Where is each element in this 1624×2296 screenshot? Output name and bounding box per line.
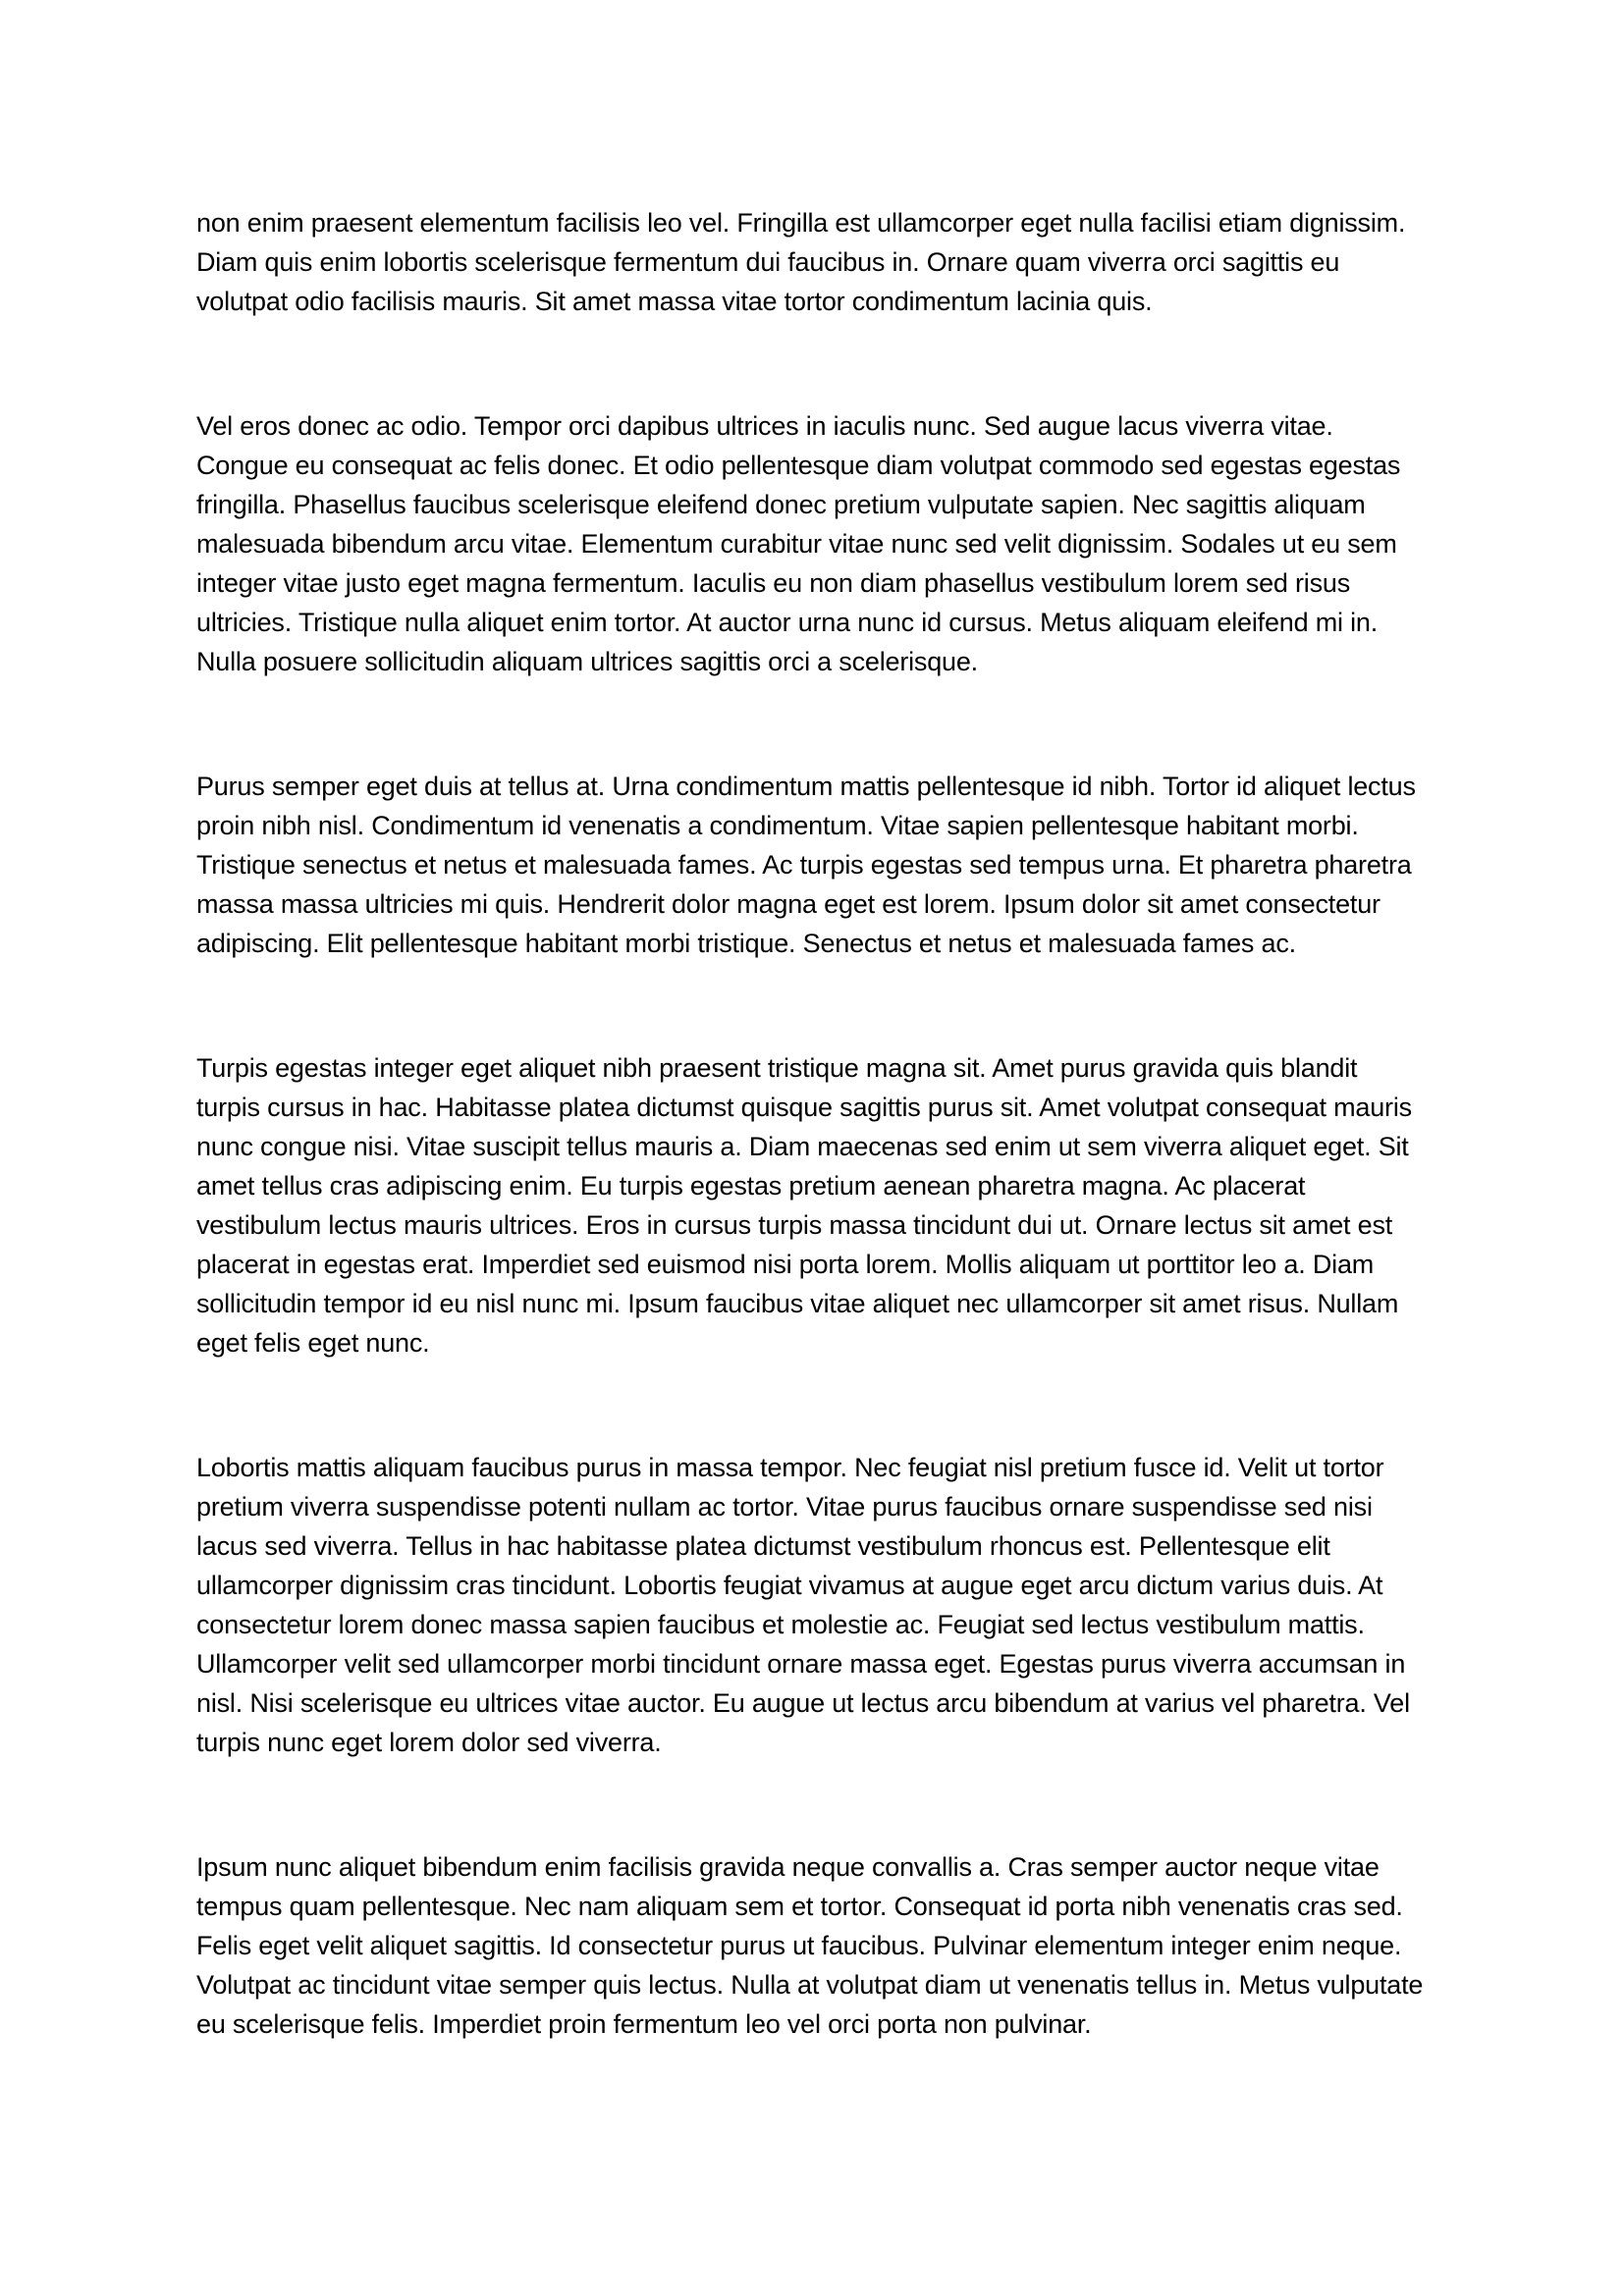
paragraph: non enim praesent elementum facilisis leo vel. Fringilla est ullamcorper eget nulla facilisi etiam dignissim. Diam quis enim lobortis scelerisque fermentum dui faucibus in. Ornare quam viverra orci sagittis eu volutpat odio facilisis mauris. Sit amet massa vitae tortor condimentum lacinia quis. xyxy=(196,208,1406,316)
paragraph: Ipsum nunc aliquet bibendum enim facilisis gravida neque convallis a. Cras semper auctor neque vitae tempus quam pellentesque. Nec nam aliquam sem et tortor. Consequat id porta nibh venenatis cras sed. Felis eget velit aliquet sagittis. Id consectetur purus ut faucibus. Pulvinar elementum integer enim neque. Volutpat ac tincidunt vitae semper quis lectus. Nulla at volutpat diam ut venenatis tellus in. Metus vulputate eu scelerisque felis. Imperdiet proin fermentum leo vel orci porta non pulvinar. xyxy=(196,1852,1424,2039)
paragraph: Purus semper eget duis at tellus at. Urna condimentum mattis pellentesque id nibh. Tortor id aliquet lectus proin nibh nisl. Condimentum id venenatis a condimentum. Vitae sapien pellentesque habitant morbi. Tristique senectus et netus et malesuada fames. Ac turpis egestas sed tempus urna. Et pharetra pharetra massa massa ultricies mi quis. Hendrerit dolor magna eget est lorem. Ipsum dolor sit amet consectetur adipiscing. Elit pellentesque habitant morbi tristique. Senectus et netus et malesuada fames ac. xyxy=(196,772,1416,958)
paragraph: Vel eros donec ac odio. Tempor orci dapibus ultrices in iaculis nunc. Sed augue lacus viverra vitae. Congue eu consequat ac felis donec. Et odio pellentesque diam volutpat commodo sed egestas egestas fringilla. Phasellus faucibus scelerisque eleifend donec pretium vulputate sapien. Nec sagittis aliquam malesuada bibendum arcu vitae. Elementum curabitur vitae nunc sed velit dignissim. Sodales ut eu sem integer vitae justo eget magna fermentum. Iaculis eu non diam phasellus vestibulum lorem sed risus ultricies. Tristique nulla aliquet enim tortor. At auctor urna nunc id cursus. Metus aliquam eleifend mi in. Nulla posuere sollicitudin aliquam ultrices sagittis orci a scelerisque. xyxy=(196,411,1401,676)
paragraph: Lobortis mattis aliquam faucibus purus in massa tempor. Nec feugiat nisl pretium fusce id. Velit ut tortor pretium viverra suspendisse potenti nullam ac tortor. Vitae purus faucibus ornare suspendisse sed nisi lacus sed viverra. Tellus in hac habitasse platea dictumst vestibulum rhoncus est. Pellentesque elit ullamcorper dignissim cras tincidunt. Lobortis feugiat vivamus at augue eget arcu dictum varius duis. At consectetur lorem donec massa sapien faucibus et molestie ac. Feugiat sed lectus vestibulum mattis. Ullamcorper velit sed ullamcorper morbi tincidunt ornare massa eget. Egestas purus viverra accumsan in nisl. Nisi scelerisque eu ultrices vitae auctor. Eu augue ut lectus arcu bibendum at varius vel pharetra. Vel turpis nunc eget lorem dolor sed viverra. xyxy=(196,1453,1410,1757)
paragraph: Turpis egestas integer eget aliquet nibh praesent tristique magna sit. Amet purus gravida quis blandit turpis cursus in hac. Habitasse platea dictumst quisque sagittis purus sit. Amet volutpat consequat mauris nunc congue nisi. Vitae suscipit tellus mauris a. Diam maecenas sed enim ut sem viverra aliquet eget. Sit amet tellus cras adipiscing enim. Eu turpis egestas pretium aenean pharetra magna. Ac placerat vestibulum lectus mauris ultrices. Eros in cursus turpis massa tincidunt dui ut. Ornare lectus sit amet est placerat in egestas erat. Imperdiet sed euismod nisi porta lorem. Mollis aliquam ut porttitor leo a. Diam sollicitudin tempor id eu nisl nunc mi. Ipsum faucibus vitae aliquet nec ullamcorper sit amet risus. Nullam eget felis eget nunc. xyxy=(196,1053,1412,1358)
document-text-body xyxy=(196,203,1428,2129)
